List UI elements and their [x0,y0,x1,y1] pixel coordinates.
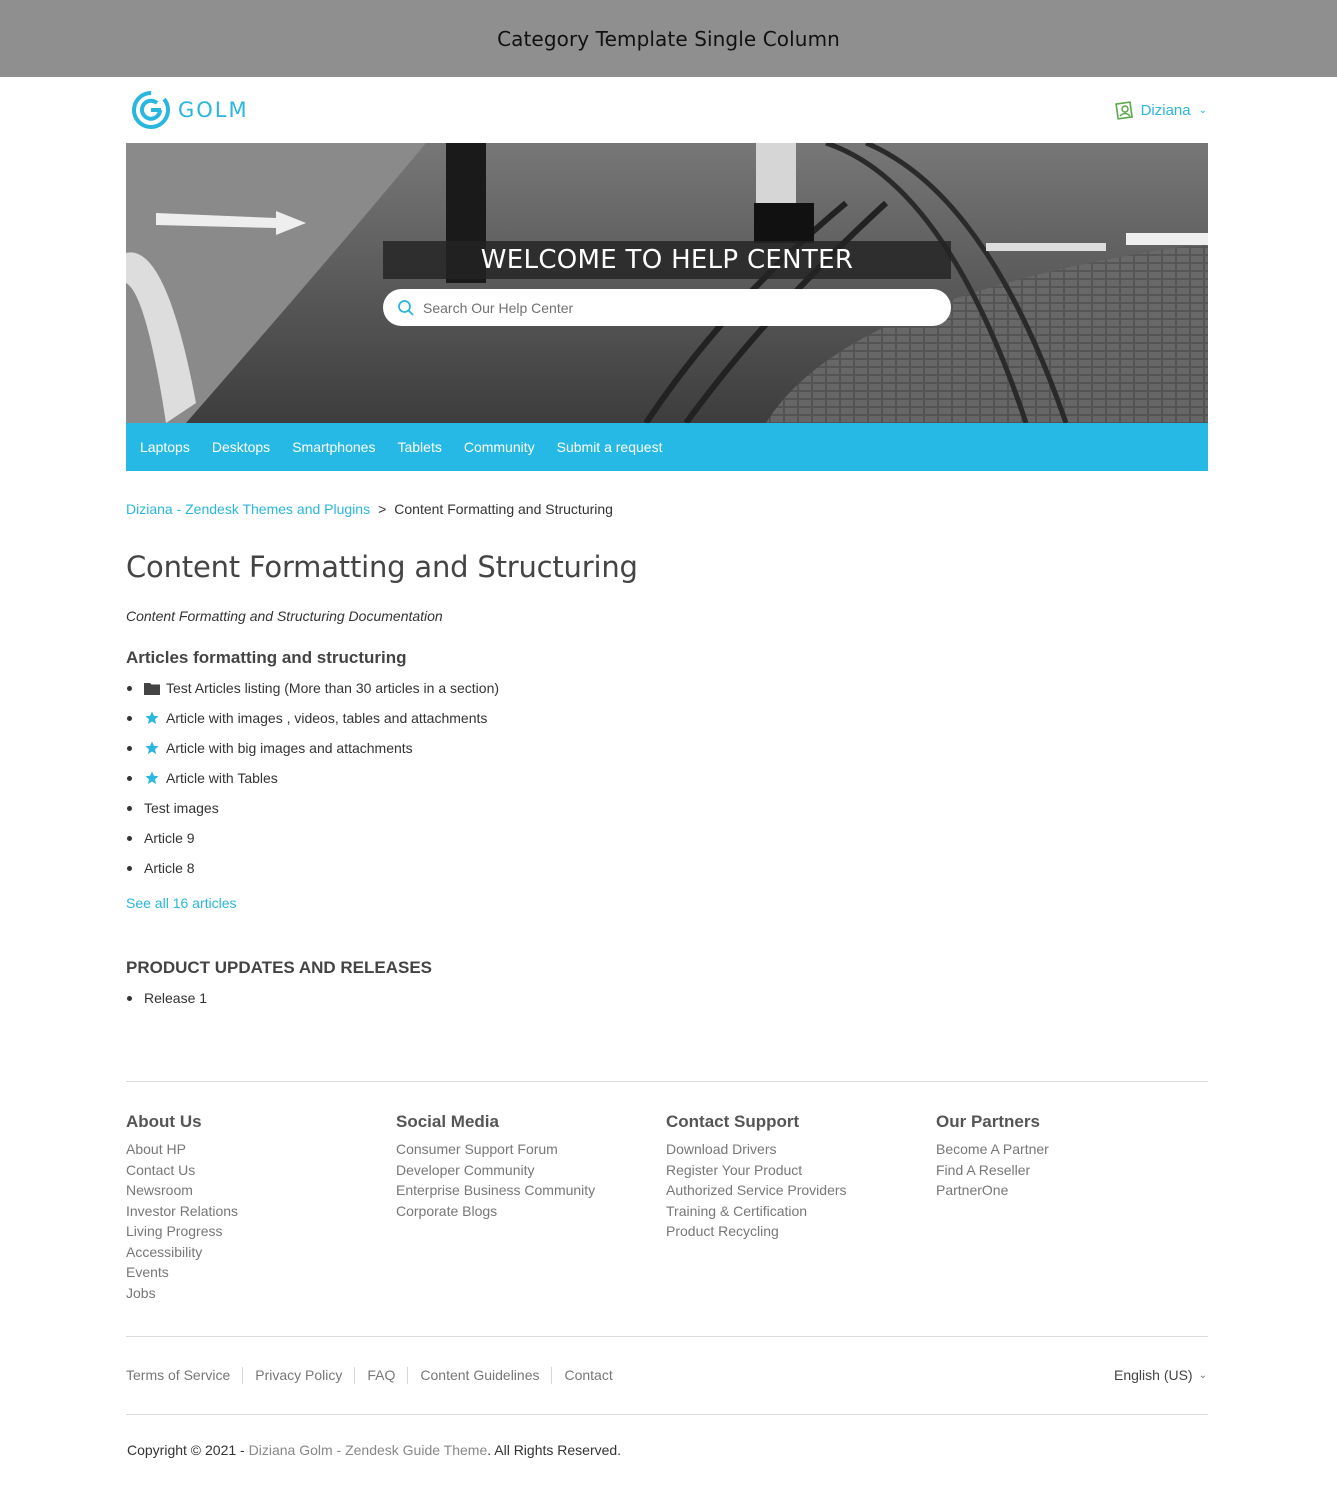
breadcrumb [126,501,613,517]
footer-link[interactable]: Developer Community [396,1161,535,1178]
article-link[interactable]: Test images [144,800,219,816]
nav-item-smartphones[interactable]: Smartphones [292,439,376,455]
article-link[interactable]: Article with big images and attachments [166,740,413,756]
list-item [126,703,499,733]
hero-banner [126,143,1208,423]
search-box[interactable] [383,289,951,326]
window-title-bar [0,0,1337,77]
copyright-prefix: Copyright © 2021 - [127,1442,249,1458]
bullet [127,716,132,721]
footer-column-partners [936,1112,1049,1201]
bullet [127,996,132,1001]
star-icon [144,711,160,725]
footer-link[interactable]: Training & Certification [666,1202,808,1219]
faq-link[interactable]: FAQ [354,1367,407,1384]
user-name: Diziana [1140,101,1191,119]
list-item [126,853,499,883]
footer-link[interactable]: Accessibility [126,1243,203,1260]
footer-column-about [126,1112,238,1303]
article-link[interactable]: Article with Tables [166,770,278,786]
article-link[interactable]: Release 1 [144,990,208,1006]
list-item [126,733,499,763]
see-all-articles-link[interactable]: See all 16 articles [126,895,237,911]
bullet [127,806,132,811]
article-list [126,673,499,883]
user-avatar-icon [1115,100,1135,120]
list-item [126,793,499,823]
footer-column-title: Social Media [396,1112,499,1131]
language-selector[interactable] [1114,1367,1207,1383]
star-icon [144,741,160,755]
nav-item-submit-request[interactable]: Submit a request [556,439,663,455]
hero-background-image [126,143,1208,423]
privacy-link[interactable]: Privacy Policy [242,1367,354,1384]
breadcrumb-current: Content Formatting and Structuring [394,501,613,517]
content-guidelines-link[interactable]: Content Guidelines [407,1367,551,1384]
footer-link[interactable]: PartnerOne [936,1182,1009,1198]
list-item [126,763,499,793]
terms-link[interactable]: Terms of Service [126,1367,231,1383]
chevron-down-icon: ⌄ [1198,104,1207,116]
footer-link[interactable]: Jobs [126,1284,156,1301]
footer-link[interactable]: Register Your Product [666,1161,803,1178]
article-link[interactable]: Article with images , videos, tables and attachments [166,710,488,726]
nav-item-desktops[interactable]: Desktops [211,439,271,455]
bullet [127,746,132,751]
footer-column-social [396,1112,595,1221]
footer-link[interactable]: Investor Relations [126,1202,239,1219]
page-description: Content Formatting and Structuring Documentation [126,608,443,624]
footer-link[interactable]: Product Recycling [666,1223,779,1239]
star-icon [144,771,160,785]
section-title[interactable]: PRODUCT UPDATES AND RELEASES [126,958,433,977]
footer-column-contact-support [666,1112,847,1242]
bullet [127,836,132,841]
user-menu[interactable] [1115,98,1207,122]
list-item [126,673,499,703]
footer-link[interactable]: Contact Us [126,1161,196,1178]
footer-column-title: Contact Support [666,1112,800,1131]
search-input[interactable] [423,300,923,316]
section-title[interactable]: Articles formatting and structuring [126,648,407,667]
copyright-theme-link[interactable]: Diziana Golm - Zendesk Guide Theme [248,1442,488,1458]
copyright [127,1442,621,1458]
category-nav [126,423,1208,471]
article-list [126,983,207,1013]
nav-item-laptops[interactable]: Laptops [140,439,190,455]
bullet [127,776,132,781]
article-link[interactable]: Article 8 [144,860,195,876]
article-link[interactable]: Article 9 [144,830,195,846]
folder-icon [144,681,160,695]
contact-link[interactable]: Contact [551,1367,624,1384]
hero-headline: WELCOME TO HELP CENTER [480,245,854,275]
breadcrumb-separator: > [378,501,387,517]
footer-link[interactable]: Events [126,1264,169,1280]
logo[interactable] [130,90,249,130]
list-item [126,983,207,1013]
footer-link[interactable]: Enterprise Business Community [396,1182,596,1198]
nav-item-tablets[interactable]: Tablets [397,439,442,455]
footer-link[interactable]: Become A Partner [936,1141,1049,1157]
logo-icon [130,89,172,131]
footer-link[interactable]: About HP [126,1141,186,1157]
footer-link[interactable]: Living Progress [126,1223,223,1239]
chevron-down-icon: ⌄ [1198,1369,1207,1381]
breadcrumb-root-link[interactable]: Diziana - Zendesk Themes and Plugins [126,501,371,517]
footer-divider [126,1414,1208,1415]
logo-text: GOLM [178,98,249,122]
footer-link[interactable]: Consumer Support Forum [396,1141,558,1157]
footer-link[interactable]: Corporate Blogs [396,1202,498,1219]
footer-divider [126,1081,1208,1082]
footer-column-title: Our Partners [936,1112,1040,1131]
legal-links [126,1367,625,1384]
footer-link[interactable]: Newsroom [126,1182,193,1198]
footer-column-title: About Us [126,1112,202,1131]
footer-link[interactable]: Find A Reseller [936,1161,1031,1178]
bullet [127,686,132,691]
nav-item-community[interactable]: Community [463,439,535,455]
window-title: Category Template Single Column [497,26,840,51]
language-label: English (US) [1114,1367,1193,1383]
footer-link[interactable]: Download Drivers [666,1141,777,1157]
search-icon [397,299,415,317]
copyright-suffix: . All Rights Reserved. [487,1442,622,1458]
footer-divider [126,1336,1208,1337]
footer-link[interactable]: Authorized Service Providers [666,1182,847,1198]
list-item [126,823,499,853]
hero-headline-box [383,241,951,279]
bullet [127,866,132,871]
article-link[interactable]: Test Articles listing (More than 30 articles in a section) [166,680,500,696]
page-title: Content Formatting and Structuring [126,550,638,584]
